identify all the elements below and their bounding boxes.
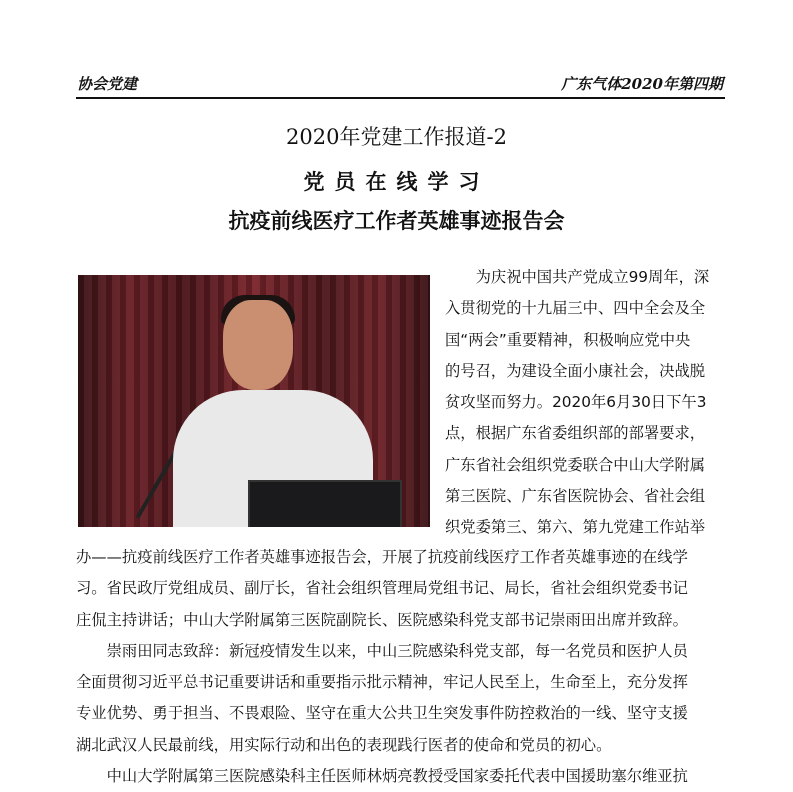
header-issue: 广东气体2020年第四期 [561, 75, 723, 93]
text-line: 点，根据广东省委组织部的部署要求， [445, 424, 706, 443]
speaker-photo [78, 275, 430, 527]
body-text [76, 542, 688, 792]
text-line: 贫攻坚而努力。2020年6月30日下午3 [445, 393, 707, 412]
header-section: 协会党建 [77, 75, 138, 93]
text-line: 国“两会”重要精神，积极响应党中央 [445, 330, 691, 349]
text-line: 第三医院、广东省医院协会、省社会组 [445, 487, 706, 506]
text-line: 广东省社会组织党委联合中山大学附属 [445, 455, 706, 474]
text-line: 庄侃主持讲话；中山大学附属第三医院副院长、医院感染科党支部书记崇雨田出席并致辞。 [76, 610, 688, 629]
header-divider [76, 97, 725, 99]
text-line: 织党委第三、第六、第九党建工作站举 [445, 518, 706, 537]
text-line: 的号召，为建设全面小康社会，决战脱 [445, 361, 706, 380]
text-line: 办——抗疫前线医疗工作者英雄事迹报告会，开展了抗疫前线医疗工作者英雄事迹的在线学 [76, 548, 688, 566]
title-line-1: 2020年党建工作报道-2 [286, 125, 507, 149]
text-line: 入贯彻党的十九届三中、四中全会及全 [445, 299, 706, 318]
text-line: 湖北武汉人民最前线，用实际行动和出色的表现践行医者的使命和党员的初心。 [76, 735, 612, 754]
text-line: 中山大学附属第三医院感染科主任医师林炳亮教授受国家委托代表中国援助塞尔维亚抗 [76, 767, 688, 786]
title-line-3: 抗疫前线医疗工作者英雄事迹报告会 [228, 208, 565, 233]
text-line: 全面贯彻习近平总书记重要讲话和重要指示批示精神，牢记人民至上，生命至上，充分发挥 [76, 673, 688, 692]
text-line: 专业优势、勇于担当、不畏艰险、坚守在重大公共卫生突发事件防控救治的一线、坚守支援 [76, 704, 688, 723]
text-line: 习。省民政厅党组成员、副厅长，省社会组织管理局党组书记、局长，省社会组织党委书记 [76, 579, 688, 598]
text-line: 崇雨田同志致辞：新冠疫情发生以来，中山三院感染科党支部，每一名党员和医护人员 [76, 641, 688, 660]
text-line: 为庆祝中国共产党成立99周年，深 [445, 268, 710, 286]
right-column-text [445, 262, 709, 544]
title-line-2: 党员在线学习 [303, 169, 490, 194]
